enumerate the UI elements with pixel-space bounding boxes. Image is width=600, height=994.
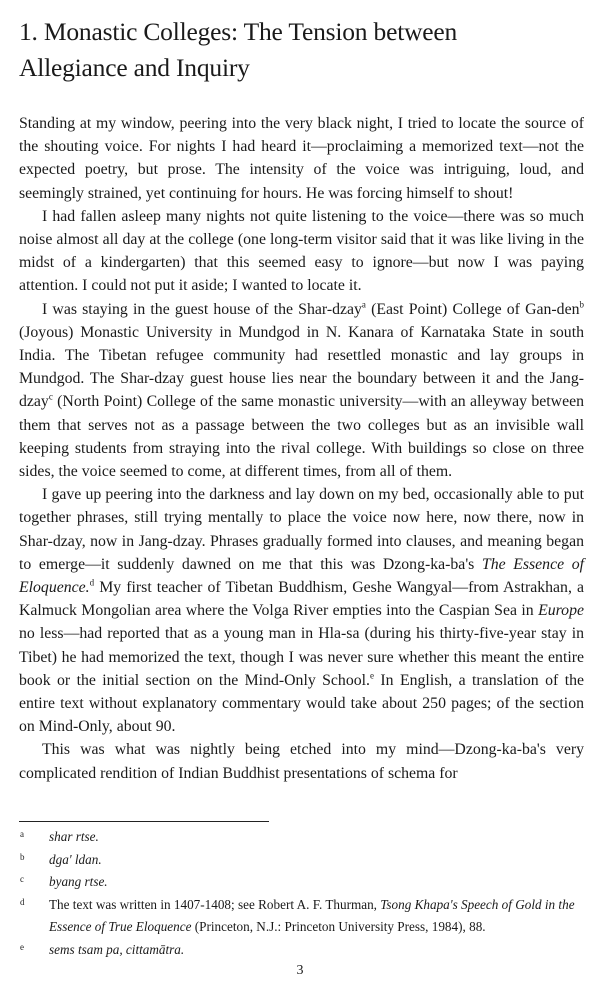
paragraph-3-part-d: (North Point) College of the same monastic university—with an alleyway between them that serves not as a passage between the two colleges but as an invisible wall keeping students from straying into the rival college. With buildings so close on three sides, the voice seemed to come, at different times, from all of them. — [19, 393, 584, 481]
footnote-divider — [19, 821, 269, 822]
footnote-text-part-b: (Princeton, N.J.: Princeton University Press, 1984), 88. — [191, 919, 486, 935]
paragraph-4 — [19, 483, 584, 738]
paragraph-3-part-b: (East Point) College of Gan-den — [365, 300, 580, 318]
footnote-mark: c — [20, 874, 24, 885]
chapter-title-line-2: Allegiance and Inquiry — [19, 53, 250, 82]
paragraph-3-part-c: (Joyous) Monastic University in Mundgod in N. Kanara of Karnataka State in south India. The Tibetan refugee community had resettled monastic and lay groups in Mundgod. The Shar-dzay guest house lies near the boundary between it and the Jang-dzay — [19, 323, 584, 411]
emphasis-europe: Europe — [538, 602, 584, 620]
book-title-essence: The Essence of Eloquence. — [19, 555, 584, 597]
paragraph-1: Standing at my window, peering into the very black night, I tried to locate the source of the shouting voice. For nights I had heard it—proclaiming a memorized text—not the expected poetry, but prose. The intensity of the voice was intriguing, loud, and seemingly strained, yet continuing for hours. He was forcing himself to shout! — [19, 115, 584, 202]
paragraph-4-part-a: I gave up peering into the darkness and lay down on my bed, occasionally able to put together phrases, still trying mentally to place the voice now here, now there, now in Shar-dzay, now in Jang-dzay. Phrases gradually formed into clauses, and meaning began to emerge—it suddenly dawned on me that this was Dzong-ka-ba's — [19, 486, 584, 573]
footnote-text: shar rtse. — [49, 829, 99, 844]
footnote-text: dga' ldan. — [49, 851, 102, 867]
footnote-ref-d: d — [89, 577, 95, 588]
footnote-mark: b — [20, 851, 25, 862]
footnote-item — [19, 894, 584, 939]
footnote-item — [19, 849, 584, 872]
chapter-title-line-1: 1. Monastic Colleges: The Tension between — [19, 17, 458, 46]
body-text — [19, 112, 584, 785]
footnote-ref-e: e — [369, 670, 374, 681]
paragraph-5: This was what was nightly being etched into my mind—Dzong-ka-ba's very complicated rendition of Indian Buddhist presentations of schema for — [19, 741, 584, 782]
footnote-mark: e — [20, 941, 24, 952]
paragraph-3-part-a: I was staying in the guest house of the Shar-dzay — [42, 300, 362, 318]
paragraph-4-part-b: My first teacher of Tibetan Buddhism, Geshe Wangyal—from Astrakhan, a Kalmuck Mongolian area where the Volga River empties into the Caspian Sea in — [19, 579, 584, 620]
page-number: 3 — [296, 963, 304, 978]
paragraph-4-part-d: In English, a translation of the entire text without explanatory commentary would take about 250 pages; of the section on Mind-Only, about 90. — [19, 671, 584, 736]
paragraph-4-part-c: no less—had reported that as a young man in Hla-sa (during his thirty-five-year stay in Tibet) he had memorized the text, though I was never sure whether this meant the entire book or the initial section on the Mind-Only School. — [19, 625, 584, 689]
footnote-citation-title: Tsong Khapa's Speech of Gold in the Essence of True Eloquence — [49, 896, 575, 935]
footnote-ref-b: b — [579, 299, 584, 310]
footnote-mark: a — [20, 829, 24, 839]
footnote-ref-c: c — [48, 392, 53, 403]
footnote-ref-a: a — [361, 299, 366, 310]
chapter-title — [19, 14, 584, 86]
paragraph-2: I had fallen asleep many nights not quite listening to the voice—there was so much noise almost all day at the college (one long-term visitor said that it was like living in the midst of a kindergarten) that this seemed easy to ignore—but now I was paying attention. I could not put it aside; I wanted to locate it. — [19, 207, 584, 295]
footnote-text: byang rtse. — [49, 874, 108, 890]
paragraph-3 — [19, 298, 584, 484]
footnotes — [19, 826, 584, 962]
footnote-item — [19, 939, 584, 962]
footnote-item — [19, 826, 584, 849]
footnote-mark: d — [20, 896, 25, 907]
footnote-text: sems tsam pa, cittamātra. — [49, 941, 185, 957]
footnote-item — [19, 871, 584, 894]
footnote-text-part-a: The text was written in 1407-1408; see Robert A. F. Thurman, — [49, 896, 381, 912]
